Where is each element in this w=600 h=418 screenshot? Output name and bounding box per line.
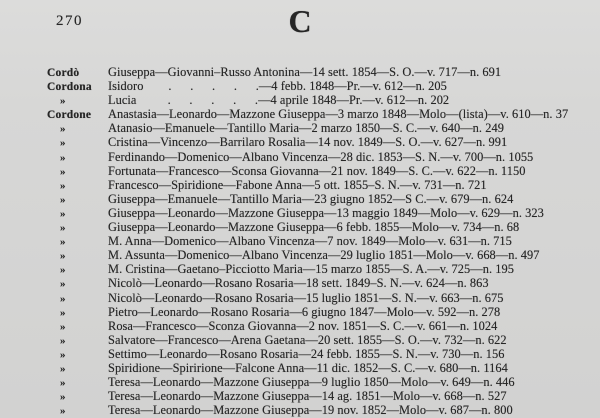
ditto-mark: » (60, 95, 66, 108)
ditto-mark: » (60, 278, 66, 291)
entry-row (0, 248, 600, 262)
entry-text: Isidoro . . . . .—4 febb. 1848—Pr.—v. 612—n. 205 (108, 79, 447, 94)
entry-row (0, 178, 600, 192)
entry-text: Giuseppa—Leonardo—Mazzone Giuseppa—6 febb. 1855—Molo—v. 734—n. 68 (108, 220, 520, 235)
entry-text: Anastasia—Leonardo—Mazzone Giuseppa—3 marzo 1848—Molo—(lista)—v. 610—n. 37 (108, 107, 569, 122)
entry-text: Atanasio—Emanuele—Tantillo Maria—2 marzo 1850—S. C.—v. 640—n. 249 (108, 121, 504, 136)
entry-text: Ferdinando—Domenico—Albano Vincenza—28 dic. 1853—S. N.—v. 700—n. 1055 (108, 149, 534, 164)
entry-row (0, 65, 600, 79)
entry-text: Pietro—Leonardo—Rosano Rosaria—6 giugno 1847—Molo—v. 592—n. 278 (108, 304, 501, 319)
entry-text: M. Assunta—Domenico—Albano Vincenza—29 luglio 1851—Molo—v. 668—n. 497 (108, 248, 540, 263)
entry-row (0, 192, 600, 206)
ditto-mark: » (60, 391, 66, 404)
ditto-mark: » (60, 264, 66, 277)
entry-text: Giuseppa—Emanuele—Tantillo Maria—23 giugno 1852—S C.—v. 679—n. 624 (108, 191, 514, 206)
entry-row (0, 291, 600, 305)
ditto-mark: » (60, 306, 66, 319)
entry-list (0, 65, 600, 417)
ditto-mark: » (60, 362, 66, 375)
entry-text: Teresa—Leonardo—Mazzone Giuseppa—19 nov. 1852—Molo—v. 687—n. 800 (108, 403, 513, 418)
ditto-mark: » (60, 207, 66, 220)
ditto-mark: » (60, 179, 66, 192)
section-letter-heading: C (288, 3, 312, 39)
entry-row (0, 93, 600, 107)
ditto-mark: » (60, 377, 66, 390)
surname-label: Cordò (47, 67, 80, 79)
ditto-mark: » (60, 405, 66, 418)
ditto-mark: » (60, 151, 66, 164)
entry-text: Salvatore—Francesco—Arena Gaetana—20 sett. 1855—S. O.—v. 732—n. 622 (108, 332, 507, 347)
ditto-mark: » (60, 193, 66, 206)
entry-text: Teresa—Leonardo—Mazzone Giuseppa—14 ag. 1851—Molo—v. 668—n. 527 (108, 389, 507, 404)
entry-row (0, 333, 600, 347)
entry-text: Giuseppa—Leonardo—Mazzone Giuseppa—13 maggio 1849—Molo—v. 629—n. 323 (108, 205, 544, 220)
entry-row (0, 361, 600, 375)
entry-text: Settimo—Leonardo—Rosano Rosaria—24 febb. 1855—S. N.—v. 730—n. 156 (108, 346, 505, 361)
ditto-mark: » (60, 250, 66, 263)
entry-text: Cristina—Vincenzo—Barrilaro Rosalia—14 nov. 1849—S. O.—v. 627—n. 991 (108, 135, 508, 150)
ditto-mark: » (60, 320, 66, 333)
entry-text: Teresa—Leonardo—Mazzone Giuseppa—9 luglio 1850—Molo—v. 649—n. 446 (108, 375, 515, 390)
page-number: 270 (56, 13, 83, 29)
entry-row (0, 135, 600, 149)
entry-text: Francesco—Spiridione—Fabone Anna—5 ott. 1855–S. N.—v. 731—n. 721 (108, 177, 487, 192)
ditto-mark: » (60, 292, 66, 305)
entry-text: Spiridione—Spiririone—Falcone Anna—11 dic. 1852—S. C.—v. 680—n. 1164 (108, 360, 508, 375)
entry-row (0, 347, 600, 361)
entry-row (0, 121, 600, 135)
entry-text: M. Anna—Domenico—Albano Vincenza—7 nov. 1849—Molo—v. 631—n. 715 (108, 234, 512, 249)
ditto-mark: » (60, 222, 66, 235)
entry-row (0, 389, 600, 403)
entry-text: Lucia . . . . .—4 aprile 1848—Pr.—v. 612—n. 202 (108, 93, 450, 108)
ditto-mark: » (60, 123, 66, 136)
entry-row (0, 107, 600, 121)
entry-row (0, 305, 600, 319)
entry-row (0, 276, 600, 290)
entry-text: Giuseppa—Giovanni–Russo Antonina—14 sett. 1854—S. O.—v. 717—n. 691 (108, 65, 502, 79)
surname-label: Cordona (47, 81, 92, 94)
entry-row (0, 164, 600, 178)
entry-text: Rosa—Francesco—Sconza Giovanna—2 nov. 1851—S. C.—v. 661—n. 1024 (108, 318, 498, 333)
ditto-mark: » (60, 334, 66, 347)
entry-text: Nicolò—Leonardo—Rosano Rosaria—18 sett. 1849–S. N.—v. 624—n. 863 (108, 276, 489, 291)
entry-row (0, 79, 600, 93)
ditto-mark: » (60, 348, 66, 361)
entry-row (0, 150, 600, 164)
entry-row (0, 234, 600, 248)
entry-row (0, 206, 600, 220)
ditto-mark: » (60, 137, 66, 150)
ditto-mark: » (60, 165, 66, 178)
entry-text: Fortunata—Francesco—Sconsa Giovanna—21 nov. 1849—S. C.—v. 622—n. 1150 (108, 163, 526, 178)
entry-row (0, 403, 600, 417)
entry-text: M. Cristina—Gaetano–Picciotto Maria—15 marzo 1855—S. A.—v. 725—n. 195 (108, 262, 514, 277)
entry-row (0, 319, 600, 333)
entry-row (0, 262, 600, 276)
entry-row (0, 220, 600, 234)
surname-label: Cordone (47, 109, 92, 122)
entry-row (0, 375, 600, 389)
entry-text: Nicolò—Leonardo—Rosano Rosaria—15 luglio 1851—S. N.—v. 663—n. 675 (108, 290, 504, 305)
ditto-mark: » (60, 236, 66, 249)
